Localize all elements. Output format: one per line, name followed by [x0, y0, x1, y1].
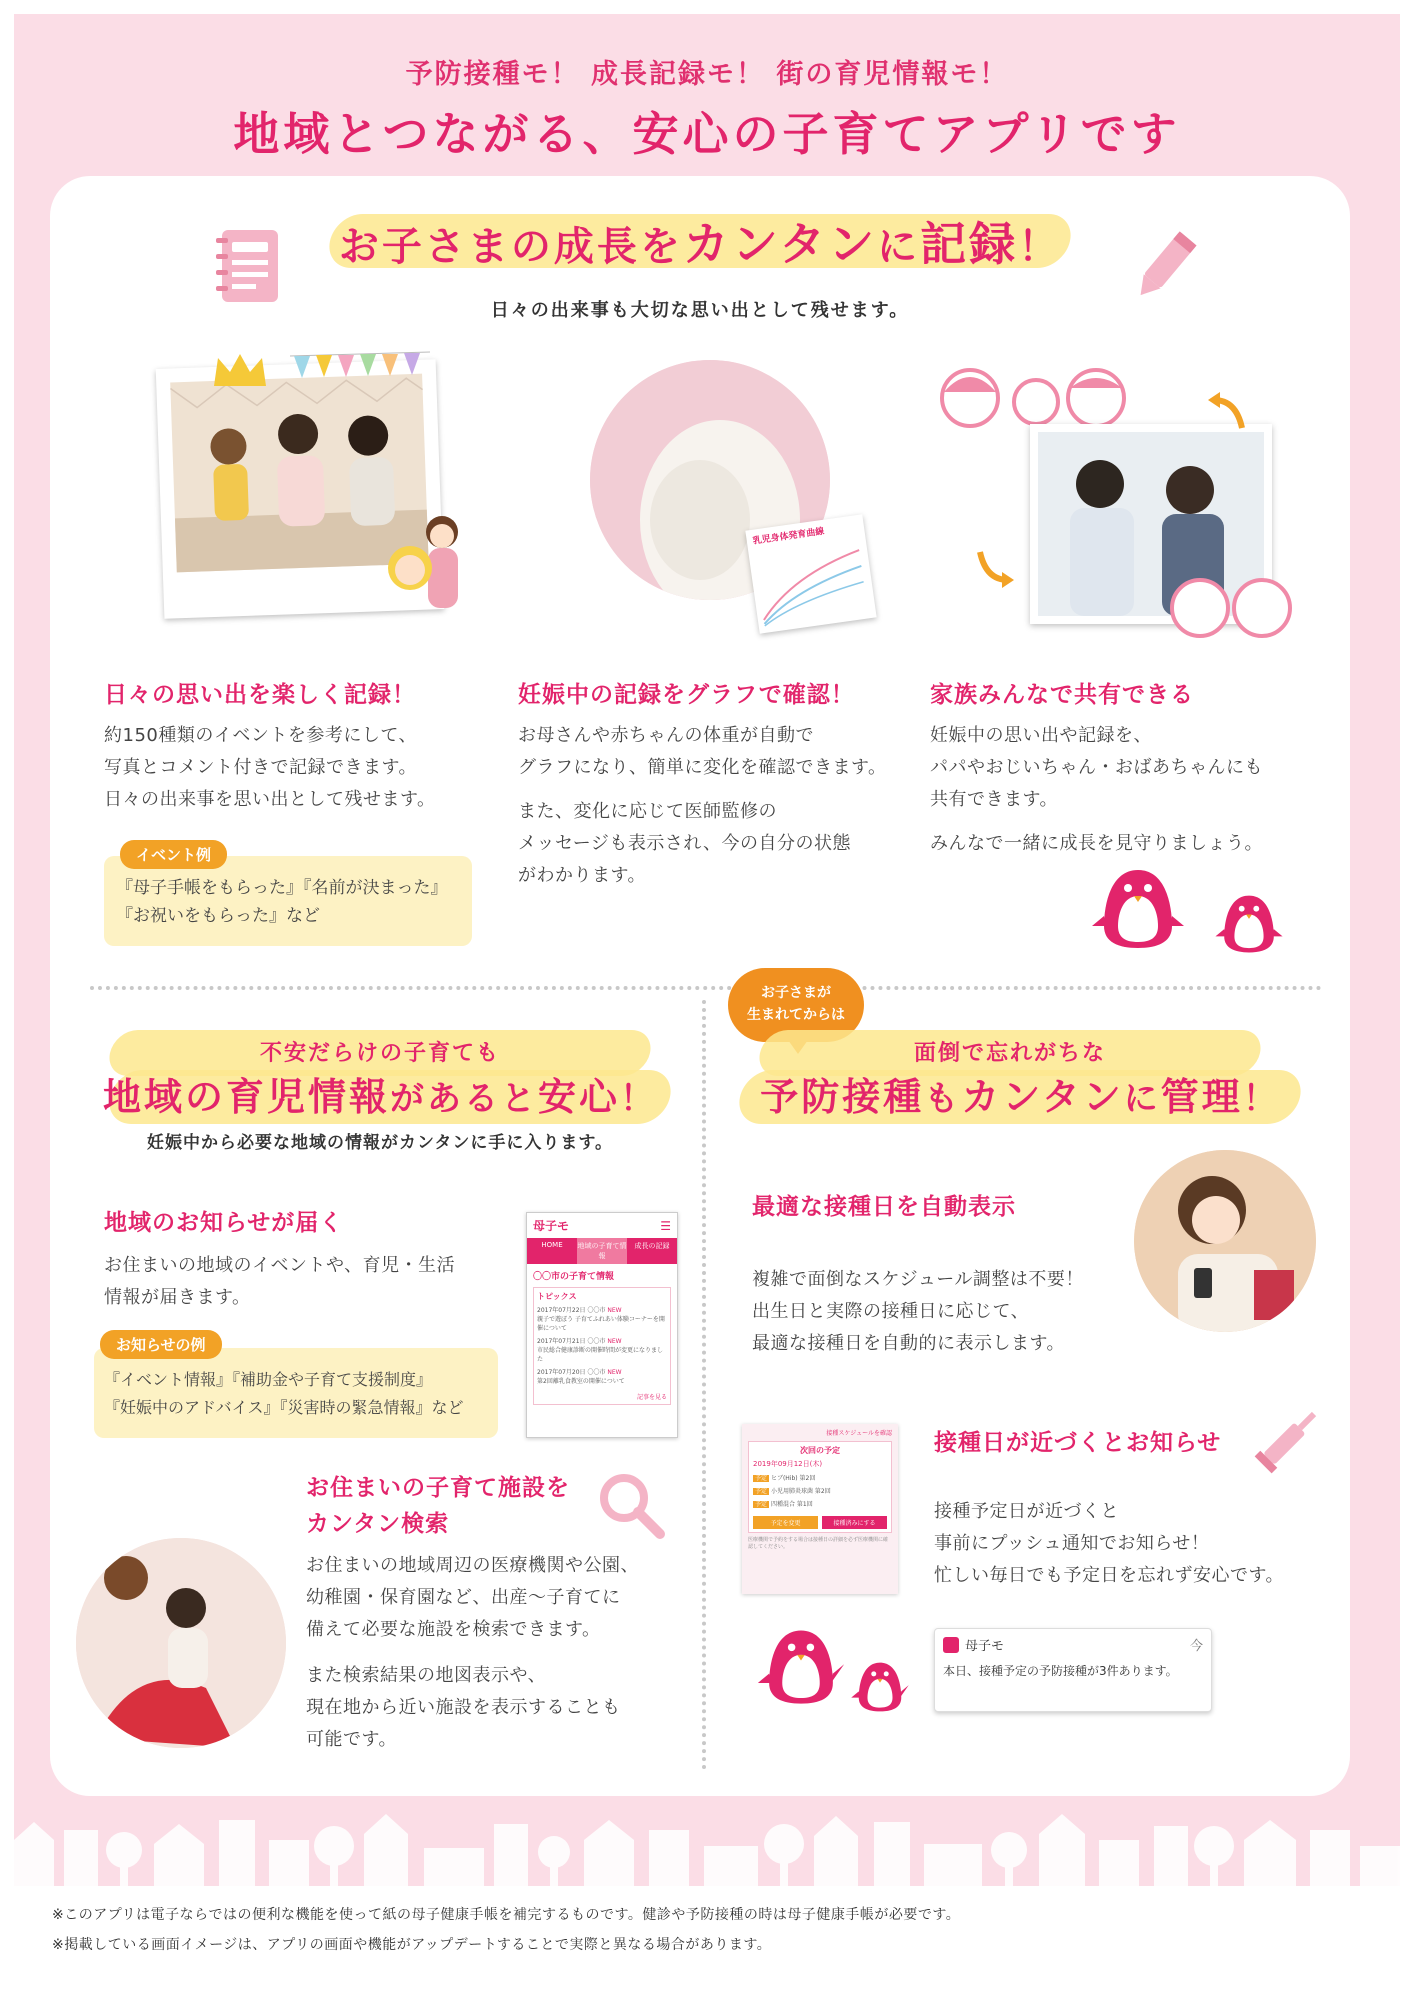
text-line: 『妊娠中のアドバイス』『災害時の緊急情報』など: [104, 1398, 464, 1417]
push-notification[interactable]: [934, 1628, 1212, 1712]
syringe-icon: [1250, 1398, 1330, 1478]
vaccine-name: ヒブ(Hib): [770, 1475, 798, 1482]
penguin-mascot-icon: [1090, 866, 1186, 952]
tagline: 予防接種モ！ 成長記録モ！ 街の育児情報モ！: [405, 59, 1009, 90]
text-line: 共有できます。: [930, 789, 1059, 810]
feature-heading: [306, 1470, 570, 1542]
feature-body: [306, 1550, 706, 1756]
schedule-note: 医療機関で予約をする場合は接種日の詳細を必ず医療機関に確認してください。: [748, 1537, 889, 1550]
penguin-mascot-icon: [1214, 892, 1284, 956]
child-slide-photo: [76, 1538, 286, 1748]
vaccine-dose: 第2回: [799, 1475, 816, 1482]
item-date: 2017年07月20日 〇〇市: [537, 1369, 606, 1376]
text-line: 忙しい毎日でも予定日を忘れず安心です。: [934, 1565, 1285, 1586]
section2-title-part: 地域の育児情報: [102, 1075, 390, 1119]
text-line: 幼稚園・保育園など、出産〜子育てに: [306, 1587, 621, 1608]
section3-title-small: 面倒で忘れがちな: [913, 1041, 1106, 1066]
schedule-tag: 予定: [755, 1488, 768, 1495]
footnote: ※このアプリは電子ならではの便利な機能を使って紙の母子健康手帳を補完するものです。健診や予防接種の時は母子健康手帳が必要です。: [52, 1907, 961, 1923]
text-line: 日々の出来事を思い出として残せます。: [104, 789, 436, 810]
menu-icon[interactable]: ☰: [660, 1218, 671, 1233]
item-date: 2017年07月22日 〇〇市: [537, 1307, 606, 1314]
section3-title-part: に: [1123, 1079, 1161, 1119]
notification-time: 今: [1189, 1639, 1203, 1654]
section3-title-part: カンタン: [961, 1075, 1124, 1119]
feature-heading: 地域のお知らせが届く: [104, 1210, 344, 1236]
feature-body: [518, 720, 898, 892]
text-line: 接種予定日が近づくと: [934, 1501, 1119, 1522]
notice-example-label: お知らせの例: [100, 1330, 222, 1359]
curved-arrow-icon: [1206, 392, 1246, 432]
text-line: 写真とコメント付きで記録できます。: [104, 757, 418, 778]
section2-title: [90, 1066, 670, 1121]
text-line: 複雑で面倒なスケジュール調整は不要！: [752, 1269, 1084, 1290]
feature-heading: 家族みんなで共有できる: [930, 682, 1194, 708]
vaccine-name: 四種混合: [770, 1501, 795, 1508]
text-line: また、変化に応じて医師監修の: [518, 801, 777, 822]
text-line: 最適な接種日を自動的に表示します。: [752, 1333, 1066, 1354]
section2-title-part: ！: [620, 1079, 658, 1119]
event-example-label: イベント例: [120, 840, 227, 869]
section3-title-part: 予防接種: [760, 1075, 925, 1119]
section1-title-part: カンタン: [682, 217, 878, 271]
feature-heading: 接種日が近づくとお知らせ: [934, 1430, 1222, 1456]
section3-title-part: ！: [1242, 1079, 1280, 1119]
phone-title: 〇〇市の子育て情報: [533, 1272, 615, 1282]
schedule-screen-mock: [742, 1424, 898, 1594]
growth-chart: [748, 535, 876, 631]
schedule-item: [753, 1486, 887, 1495]
section1-title-part: ！: [1018, 224, 1062, 270]
notebook-icon: [214, 224, 286, 308]
vaccine-dose: 第2回: [814, 1488, 831, 1495]
app-screen-mock: [526, 1212, 678, 1438]
tab-home[interactable]: HOME: [541, 1241, 563, 1249]
feature-body: [930, 720, 1310, 860]
item-text: 第2回離乳食教室の開催について: [537, 1378, 625, 1385]
section1-subtitle: 日々の出来事も大切な思い出として残せます。: [490, 300, 910, 321]
new-badge: NEW: [607, 1307, 622, 1314]
curved-arrow-icon: [976, 548, 1016, 588]
text-line: パパやおじいちゃん・おばあちゃんにも: [930, 757, 1263, 778]
section3-title-part: 管理: [1160, 1075, 1243, 1119]
penguin-mascot-icon: [756, 1626, 846, 1708]
child-slide-image: [76, 1538, 286, 1748]
change-schedule-button[interactable]: 予定を変更: [753, 1516, 818, 1529]
section3-title-part: も: [924, 1079, 962, 1119]
section1-title-part: お子さまの成長を: [338, 224, 683, 270]
feature-heading: 最適な接種日を自動表示: [752, 1194, 1016, 1220]
phone-section: トピックス: [537, 1292, 577, 1301]
search-icon: [596, 1470, 666, 1540]
text-line: 備えて必要な施設を検索できます。: [306, 1619, 601, 1640]
section2-title-small: 不安だらけの子育ても: [259, 1041, 500, 1066]
mark-done-button[interactable]: 接種済みにする: [822, 1516, 887, 1529]
text-line: お住まいの地域周辺の医療機関や公園、: [306, 1555, 639, 1576]
family-faces-icon: [936, 362, 1136, 432]
text-line: お住まいの地域のイベントや、育児・生活: [104, 1255, 456, 1276]
bubble-line: お子さまが: [761, 985, 831, 1001]
crown-icon: [210, 350, 270, 390]
growth-chart-label: 乳児身体発育曲線: [752, 526, 825, 547]
new-badge: NEW: [607, 1369, 622, 1376]
section1-title-part: に: [877, 224, 921, 270]
schedule-tag: 予定: [755, 1475, 768, 1482]
mother-phone-image: [1134, 1150, 1316, 1332]
growth-chart-card: [745, 514, 876, 633]
vaccine-name: 小児用肺炎球菌: [770, 1488, 813, 1495]
section2-title-part: 安心: [538, 1075, 621, 1119]
feature-body: [104, 1250, 504, 1314]
notification-app-name: 母子モ: [965, 1639, 1005, 1654]
text-line: 情報が届きます。: [104, 1287, 251, 1308]
feature-heading: 日々の思い出を楽しく記録！: [104, 682, 416, 708]
event-example-text: [116, 874, 476, 930]
tab-growth-record[interactable]: 成長の記録: [634, 1242, 670, 1250]
headline: 地域とつながる、安心の子育てアプリです: [233, 107, 1181, 161]
penguin-mascot-icon: [850, 1660, 910, 1714]
app-logo-text: 母子モ: [533, 1219, 570, 1233]
list-item[interactable]: [537, 1337, 667, 1364]
mother-baby-illustration: [372, 512, 472, 622]
grandparents-faces-icon: [1166, 574, 1296, 644]
bubble-line: 生まれてからは: [747, 1007, 845, 1023]
feature-body: [752, 1264, 1152, 1360]
more-link[interactable]: 記事を見る: [636, 1394, 667, 1401]
item-date: 2017年07月21日 〇〇市: [537, 1338, 606, 1345]
text-line: また検索結果の地図表示や、: [306, 1665, 547, 1686]
text-line: グラフになり、簡単に変化を確認できます。: [518, 757, 887, 778]
section2-title-part: があると: [390, 1079, 538, 1119]
schedule-date: 2019年09月12日(木): [753, 1460, 823, 1468]
text-line: 約150種類のイベントを参考にして、: [104, 725, 417, 746]
text-line: がわかります。: [518, 865, 647, 886]
tab-local-info[interactable]: 地域の子育て情報: [577, 1238, 627, 1264]
text-line: 事前にプッシュ通知でお知らせ！: [934, 1533, 1210, 1554]
item-text: 市民総合健康診断の開催時間が変更になりました: [537, 1347, 664, 1363]
text-line: 妊娠中の思い出や記録を、: [930, 725, 1152, 746]
town-skyline-illustration: [14, 1800, 1400, 1886]
text-line: 可能です。: [306, 1729, 398, 1750]
section3-title: [730, 1066, 1310, 1121]
text-line: 『お祝いをもらった』など: [116, 906, 320, 926]
heading-line: カンタン検索: [306, 1511, 450, 1537]
heading-line: お住まいの子育て施設を: [306, 1475, 570, 1501]
text-line: 現在地から近い施設を表示することも: [306, 1697, 621, 1718]
text-line: 『イベント情報』『補助金や子育て支援制度』: [104, 1370, 433, 1389]
schedule-item: [753, 1473, 887, 1482]
feature-heading: 妊娠中の記録をグラフで確認！: [518, 682, 855, 708]
text-line: みんなで一緒に成長を見守りましょう。: [930, 833, 1263, 854]
footnote: ※掲載している画面イメージは、アプリの画面や機能がアップデートすることで実際と異なる場合があります。: [52, 1937, 772, 1953]
bunting-decoration: [290, 350, 430, 390]
schedule-tag: 予定: [755, 1501, 768, 1508]
notification-message: 本日、接種予定の予防接種が3件あります。: [943, 1664, 1178, 1678]
list-item[interactable]: [537, 1368, 667, 1386]
list-item[interactable]: [537, 1306, 667, 1333]
app-icon: [943, 1637, 959, 1653]
divider: [90, 986, 1322, 990]
text-line: 出生日と実際の接種日に応じて、: [752, 1301, 1030, 1322]
feature-body: [104, 720, 464, 816]
section1-title-part: 記録: [920, 217, 1019, 271]
vaccine-dose: 第1回: [796, 1501, 813, 1508]
text-line: お母さんや赤ちゃんの体重が自動で: [518, 725, 814, 746]
notice-example-text: [104, 1366, 504, 1422]
text-line: メッセージも表示され、今の自分の状態: [518, 833, 851, 854]
schedule-link[interactable]: 接種スケジュールを確認: [826, 1430, 892, 1437]
mother-phone-photo: [1134, 1150, 1316, 1332]
text-line: 『母子手帳をもらった』『名前が決まった』: [116, 878, 448, 898]
section1-title: [300, 208, 1100, 274]
pencil-icon: [1130, 226, 1200, 306]
new-badge: NEW: [607, 1338, 622, 1345]
section2-subtitle: 妊娠中から必要な地域の情報がカンタンに手に入ります。: [147, 1133, 613, 1153]
feature-body: [934, 1496, 1334, 1592]
item-text: 親子で遊ぼう 子育てふれあい体験コーナーを開催について: [537, 1316, 665, 1332]
schedule-title: 次回の予定: [800, 1446, 840, 1455]
schedule-item: [753, 1499, 887, 1508]
